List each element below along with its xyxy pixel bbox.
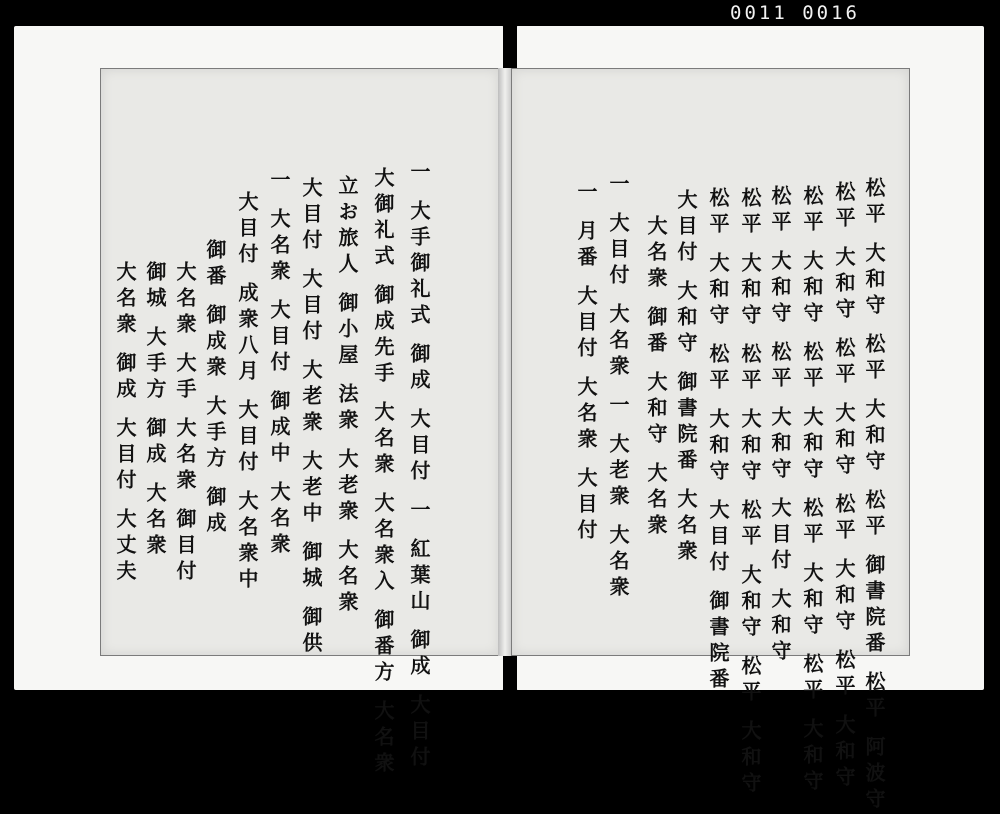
right-column-8: 大名衆 御番 大和守 大名衆 <box>644 215 668 540</box>
right-column-9: 一 大目付 大名衆 一 大老衆 大名衆 <box>606 173 630 602</box>
right-column-10: 一 月番 大目付 大名衆 大目付 <box>574 181 598 545</box>
left-column-8: 大名衆 大手 大名衆 御目付 <box>173 261 197 586</box>
right-column-6: 松平 大和守 松平 大和守 大目付 御書院番 <box>706 187 730 694</box>
right-column-2: 松平 大和守 松平 大和守 松平 大和守 松平 大和守 <box>832 181 856 792</box>
left-column-5: 一 大名衆 大目付 御成中 大名衆 <box>267 169 291 559</box>
right-column-1: 松平 大和守 松平 大和守 松平 御書院番 松平 阿波守 <box>862 177 886 814</box>
left-page <box>100 68 500 778</box>
left-column-3: 立お旅人 御小屋 法衆 大老衆 大名衆 <box>335 175 359 617</box>
left-column-7: 御番 御成衆 大手方 御成 <box>203 239 227 538</box>
left-column-1: 一 大手御礼式 御成 大目付 一 紅葉山 御成 大目付 <box>407 161 431 772</box>
right-column-5: 松平 大和守 松平 大和守 松平 大和守 松平 大和守 <box>738 187 762 798</box>
spine-shadow <box>498 68 512 656</box>
left-column-2: 大御礼式 御成先手 大名衆 大名衆入 御番方 大名衆 <box>371 167 395 778</box>
microfilm-frame-number: 0011 0016 <box>730 2 860 24</box>
left-column-6: 大目付 成衆八月 大目付 大名衆中 <box>235 191 259 594</box>
right-column-4: 松平 大和守 松平 大和守 大目付 大和守 <box>768 185 792 666</box>
right-column-3: 松平 大和守 松平 大和守 松平 大和守 松平 大和守 <box>800 185 824 796</box>
left-column-4: 大目付 大目付 大老衆 大老中 御城 御供 <box>299 177 323 658</box>
left-column-10: 大名衆 御成 大目付 大丈夫 <box>113 261 137 586</box>
right-column-7: 大目付 大和守 御書院番 大名衆 <box>674 189 698 566</box>
right-page <box>511 68 910 814</box>
left-column-9: 御城 大手方 御成 大名衆 <box>143 261 167 560</box>
